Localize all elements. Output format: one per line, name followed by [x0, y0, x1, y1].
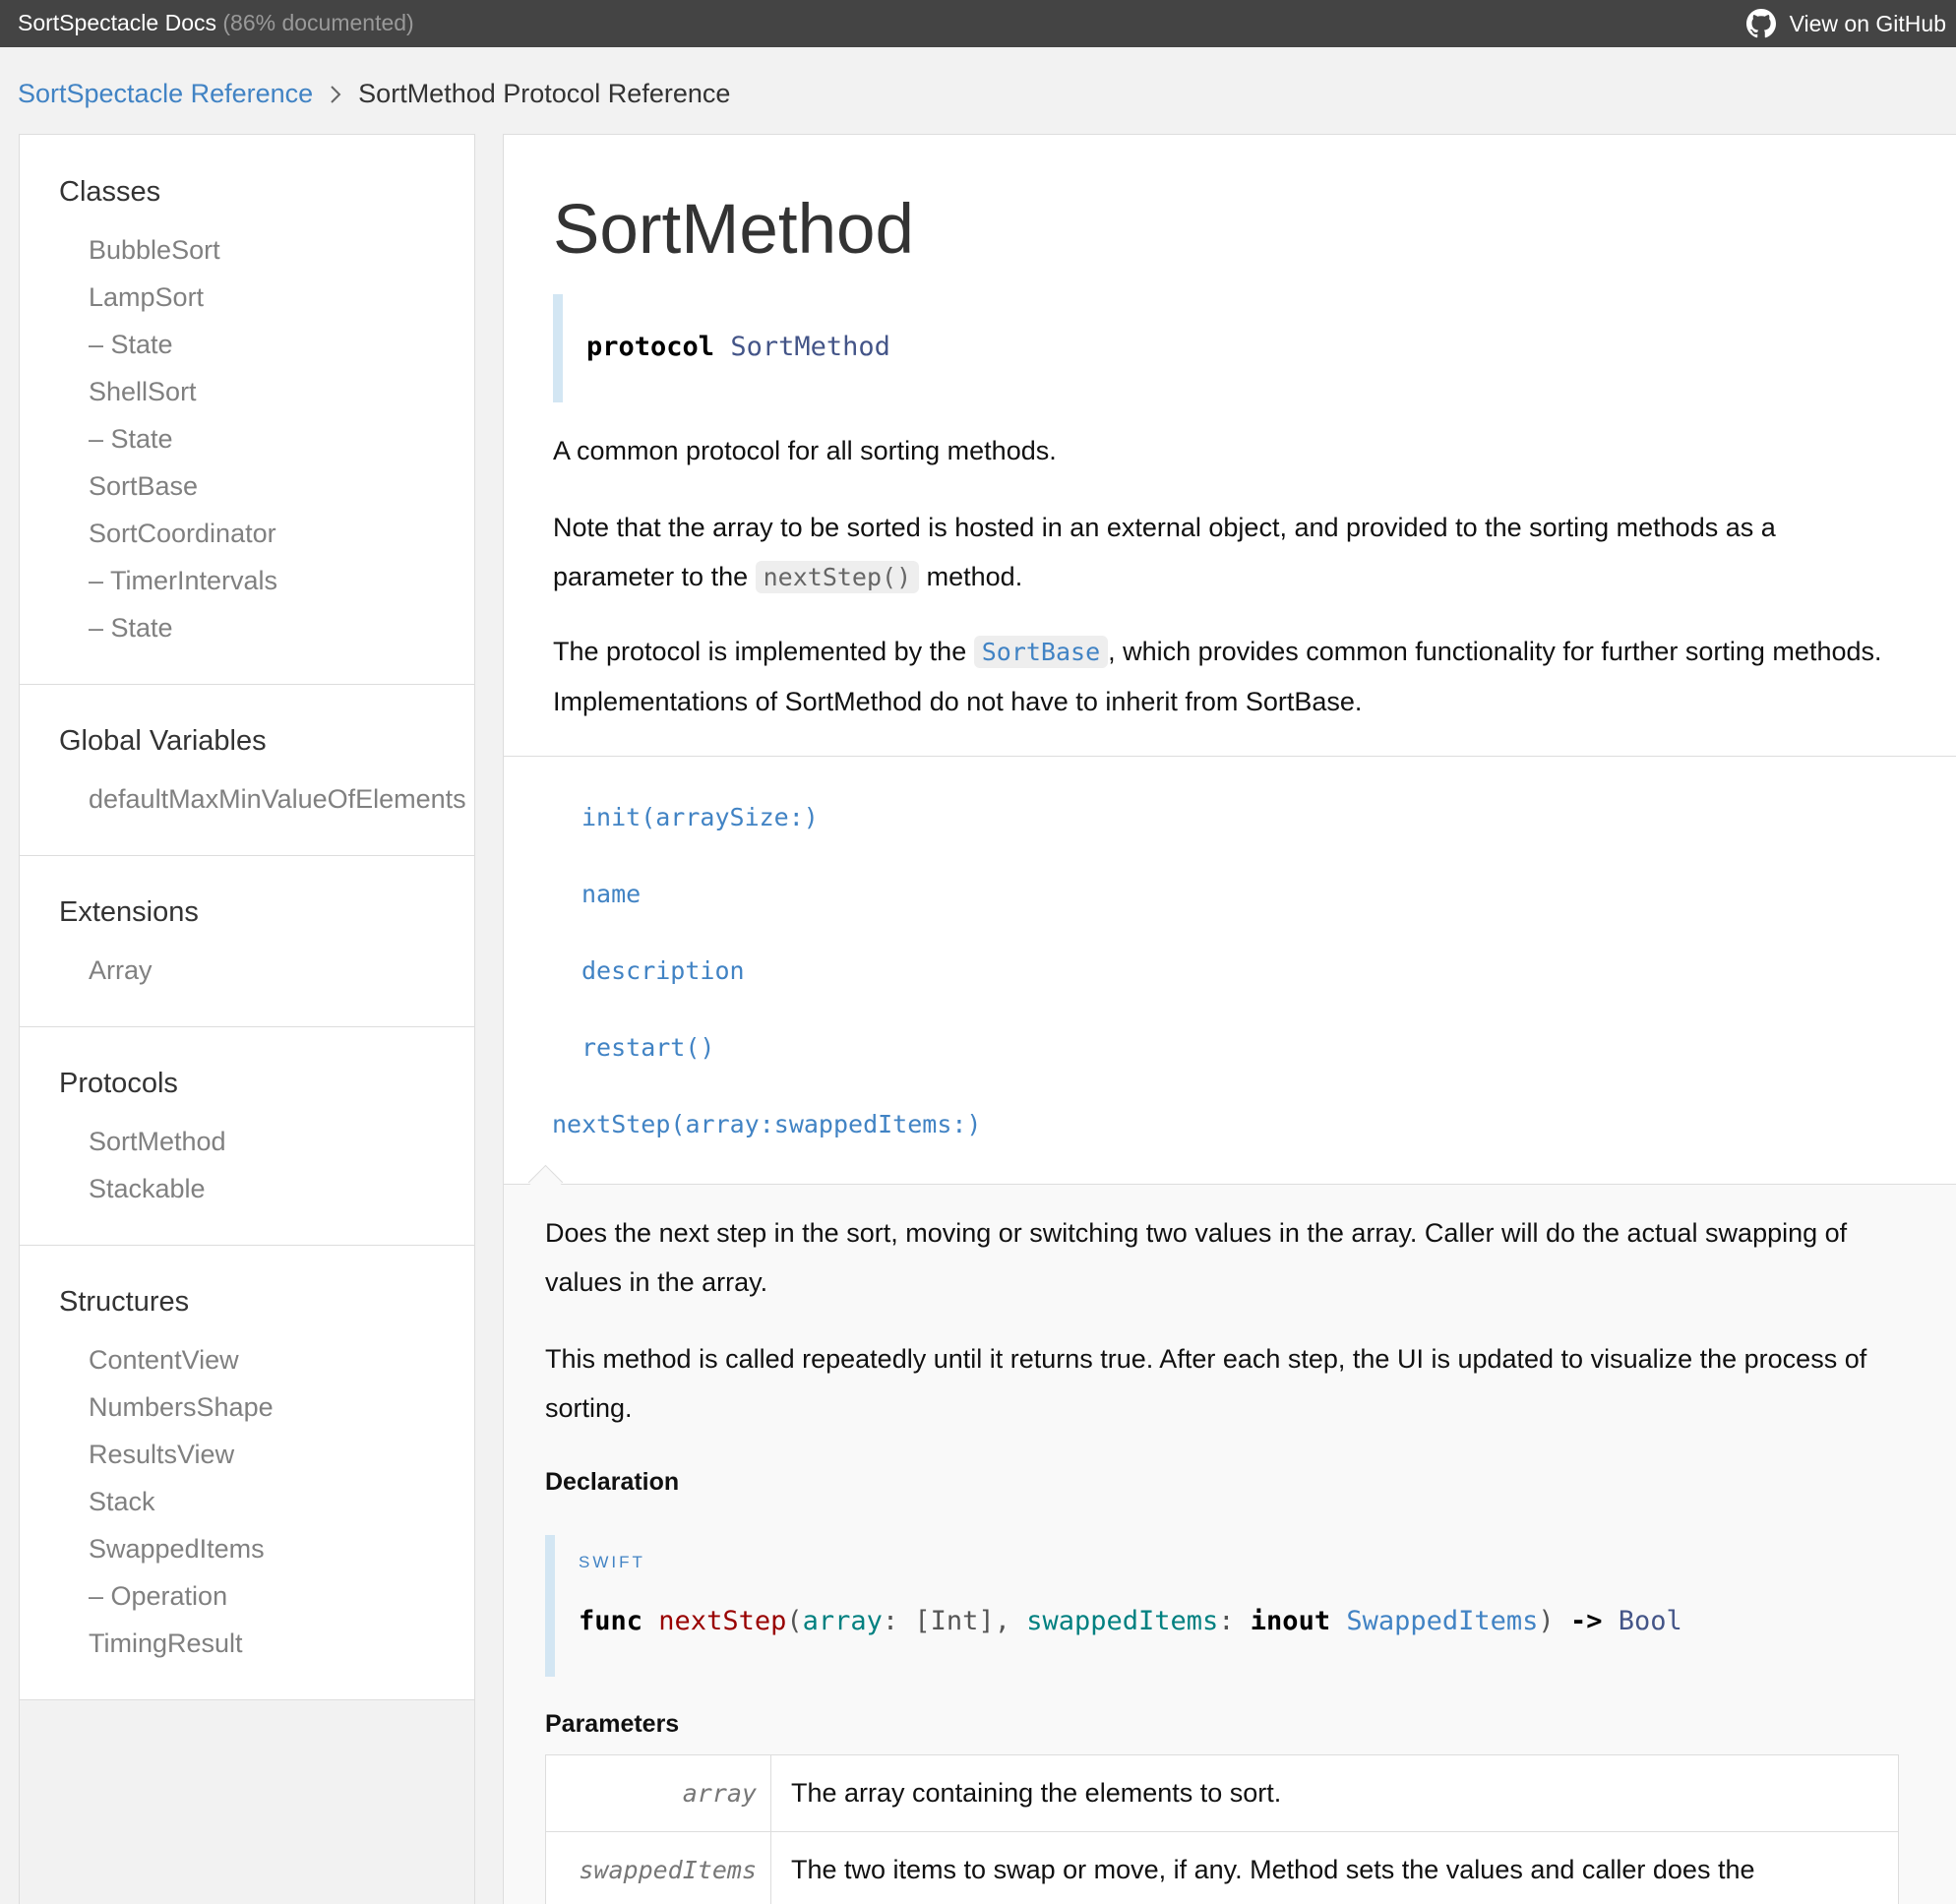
swappeditems-type-link[interactable]: SwappedItems — [1346, 1606, 1538, 1636]
inline-code-nextstep: nextStep() — [756, 561, 920, 593]
description-paragraph-2 — [553, 503, 1901, 602]
breadcrumb-current: SortMethod Protocol Reference — [358, 79, 730, 109]
member-restart[interactable]: restart() — [581, 1033, 714, 1062]
nav-item-sortcoordinator-state[interactable]: – State — [89, 613, 173, 644]
member-description[interactable]: description — [581, 956, 745, 985]
nav-heading-extensions[interactable]: Extensions — [59, 896, 199, 929]
breadcrumb — [18, 79, 730, 109]
detail-paragraph-2: This method is called repeatedly until it returns true. After each step, the UI is updated to visualize the process of sorting. — [545, 1334, 1913, 1433]
declaration-heading: Declaration — [545, 1468, 679, 1497]
inout-keyword: inout — [1251, 1606, 1330, 1636]
chevron-right-icon — [329, 84, 342, 105]
nav-item-stack[interactable]: Stack — [89, 1487, 155, 1517]
nav-section-extensions — [20, 855, 474, 1027]
open-paren: ( — [786, 1606, 802, 1636]
description-paragraph-3 — [553, 627, 1901, 726]
return-type: Bool — [1619, 1606, 1682, 1636]
nav-heading-structures[interactable]: Structures — [59, 1286, 189, 1319]
nav-item-sortmethod[interactable]: SortMethod — [89, 1127, 226, 1157]
param-swappeditems: swappedItems — [1026, 1606, 1218, 1636]
colon-1: : — [883, 1606, 915, 1636]
nav-heading-classes[interactable]: Classes — [59, 176, 160, 209]
paragraph-3-text-start: The protocol is implemented by the — [553, 637, 974, 666]
table-row — [546, 1755, 1899, 1832]
description-paragraph-1: A common protocol for all sorting methods. — [553, 426, 1901, 475]
protocol-name: SortMethod — [730, 332, 890, 362]
nav-item-shellsort-state[interactable]: – State — [89, 424, 173, 455]
nav-item-resultsview[interactable]: ResultsView — [89, 1440, 234, 1470]
member-name[interactable]: name — [581, 880, 641, 908]
github-link[interactable] — [1746, 9, 1946, 38]
breadcrumb-root-link[interactable]: SortSpectacle Reference — [18, 79, 313, 109]
nav-item-timingresult[interactable]: TimingResult — [89, 1628, 243, 1659]
nav-item-operation[interactable]: – Operation — [89, 1581, 227, 1612]
nav-section-structures — [20, 1245, 474, 1700]
nav-item-sortbase[interactable]: SortBase — [89, 471, 198, 502]
protocol-declaration-code — [586, 332, 890, 362]
docs-name[interactable]: SortSpectacle Docs — [18, 10, 216, 35]
function-name: nextStep — [658, 1606, 786, 1636]
nav-item-defaultmaxminvalue[interactable]: defaultMaxMinValueOfElements — [89, 784, 466, 815]
nav-item-sortcoordinator[interactable]: SortCoordinator — [89, 519, 276, 549]
top-header — [0, 0, 1956, 47]
param-array-type: [Int] — [914, 1606, 994, 1636]
nav-item-bubblesort[interactable]: BubbleSort — [89, 235, 220, 266]
detail-paragraph-1: Does the next step in the sort, moving or switching two values in the array. Caller will do the actual swapping of values in the array. — [545, 1208, 1913, 1307]
param-name-cell: array — [546, 1755, 771, 1832]
nav-section-global-variables — [20, 684, 474, 856]
nav-item-contentview[interactable]: ContentView — [89, 1345, 239, 1376]
member-init[interactable]: init(arraySize:) — [581, 803, 819, 831]
return-arrow: -> — [1570, 1606, 1603, 1636]
protocol-declaration — [553, 294, 1901, 402]
param-description-cell: The two items to swap or move, if any. Method sets the values and caller does the — [771, 1832, 1899, 1904]
member-nextstep[interactable]: nextStep(array:swappedItems:) — [552, 1110, 982, 1138]
nav-item-swappeditems[interactable]: SwappedItems — [89, 1534, 265, 1565]
docs-title[interactable] — [18, 10, 414, 36]
colon-2: : — [1218, 1606, 1251, 1636]
nav-section-protocols — [20, 1026, 474, 1246]
nav-heading-global-variables[interactable]: Global Variables — [59, 725, 267, 758]
sidebar-footer-area — [20, 1699, 474, 1904]
sidebar-nav — [19, 134, 475, 1904]
paragraph-2-text-end: method. — [919, 562, 1022, 591]
language-label: SWIFT — [579, 1553, 645, 1572]
detail-pointer — [528, 1165, 563, 1199]
github-label[interactable]: View on GitHub — [1790, 11, 1946, 37]
param-array: array — [803, 1606, 883, 1636]
main-content — [503, 134, 1956, 1904]
sortbase-link[interactable]: SortBase — [974, 636, 1108, 668]
close-paren: ) — [1538, 1606, 1554, 1636]
paragraph-3-text-end: , which provides common functionality for further sorting methods. Implementations of SortMethod do not have to inherit from SortBase. — [553, 637, 1882, 716]
nav-item-timerintervals[interactable]: – TimerIntervals — [89, 566, 277, 596]
github-icon — [1746, 9, 1776, 38]
paragraph-2-text-start: Note that the array to be sorted is hosted in an external object, and provided to the sorting methods as a parameter to the — [553, 513, 1776, 591]
nav-item-lampsort[interactable]: LampSort — [89, 282, 204, 313]
nav-section-classes — [20, 135, 474, 685]
parameters-heading: Parameters — [545, 1710, 679, 1739]
nav-item-lampsort-state[interactable]: – State — [89, 330, 173, 360]
nav-item-numbersshape[interactable]: NumbersShape — [89, 1392, 274, 1423]
nav-item-shellsort[interactable]: ShellSort — [89, 377, 197, 407]
parameters-table — [545, 1754, 1899, 1904]
nav-item-array[interactable]: Array — [89, 955, 153, 986]
table-row — [546, 1832, 1899, 1904]
param-name-cell: swappedItems — [546, 1832, 771, 1904]
func-keyword: func — [579, 1606, 642, 1636]
page-title: SortMethod — [553, 190, 914, 270]
nav-item-stackable[interactable]: Stackable — [89, 1174, 206, 1204]
swift-declaration — [545, 1535, 1913, 1677]
protocol-keyword: protocol — [586, 332, 714, 362]
param-description-cell: The array containing the elements to sort. — [771, 1755, 1899, 1832]
comma: , — [995, 1606, 1027, 1636]
section-divider — [504, 756, 1956, 757]
coverage-label: (86% documented) — [222, 10, 413, 35]
member-detail-panel — [504, 1184, 1956, 1904]
swift-code — [579, 1606, 1682, 1636]
nav-heading-protocols[interactable]: Protocols — [59, 1068, 178, 1100]
